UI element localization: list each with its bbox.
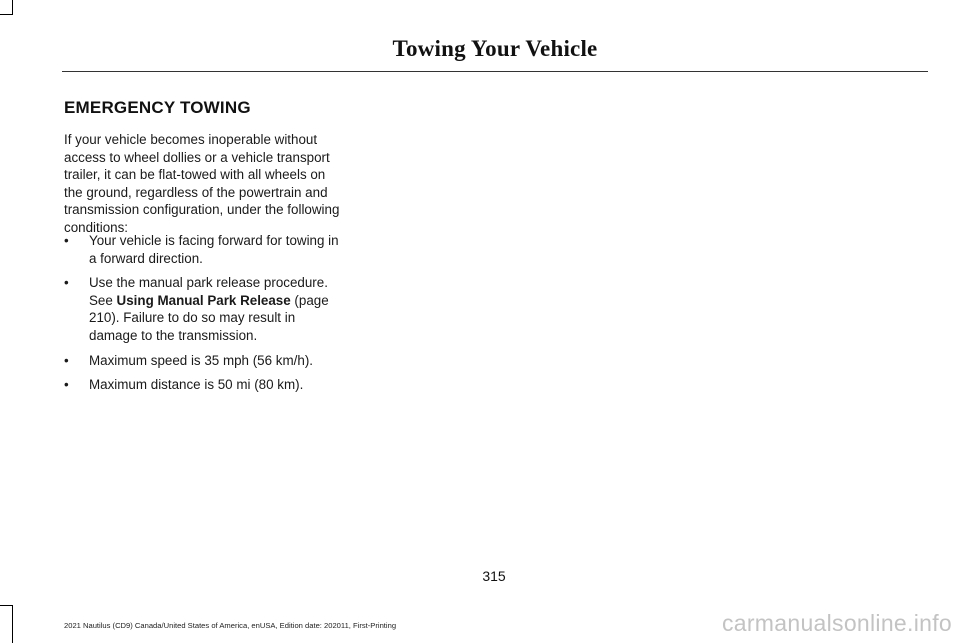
bullet-icon: • bbox=[64, 275, 69, 291]
bullet-icon: • bbox=[64, 233, 69, 248]
list-item bbox=[64, 274, 340, 344]
crop-mark-bottom-left bbox=[12, 605, 13, 643]
cross-reference-link[interactable]: Using Manual Park Release bbox=[116, 292, 291, 308]
list-item-text: Your vehicle is facing forward for towing in a forward direction. bbox=[89, 233, 339, 266]
bullet-icon: • bbox=[64, 352, 69, 368]
conditions-list bbox=[64, 232, 340, 401]
list-item bbox=[64, 352, 340, 370]
page-header-title: Towing Your Vehicle bbox=[392, 36, 598, 61]
crop-mark-top-left bbox=[0, 14, 13, 15]
page-number: 315 bbox=[482, 568, 506, 584]
header-divider bbox=[62, 71, 928, 72]
list-item-text: Maximum speed is 35 mph (56 km/h). bbox=[89, 352, 313, 368]
crop-mark-bottom-left bbox=[0, 605, 13, 606]
watermark: carmanualsonline.info bbox=[721, 610, 952, 636]
list-item-text: Use the manual park release procedure. See bbox=[89, 275, 328, 308]
list-item-text: (page 210). Failure to do so may result in damage to the transmission. bbox=[89, 292, 329, 343]
intro-paragraph: If your vehicle becomes inoperable without access to wheel dollies or a vehicle transport trailer, it can be flat-towed with all wheels on the ground, regardless of the powertrain and transmission configuration, under the following conditions: bbox=[64, 132, 340, 235]
edition-footer: 2021 Nautilus (CD9) Canada/United States of America, enUSA, Edition date: 202011, First-Printing bbox=[64, 621, 397, 630]
list-item-text: Maximum distance is 50 mi (80 km). bbox=[89, 377, 304, 393]
bullet-icon: • bbox=[64, 377, 69, 393]
list-item bbox=[64, 232, 340, 267]
list-item bbox=[64, 376, 340, 394]
crop-mark-top-left bbox=[12, 0, 13, 14]
section-title: EMERGENCY TOWING bbox=[64, 98, 251, 117]
